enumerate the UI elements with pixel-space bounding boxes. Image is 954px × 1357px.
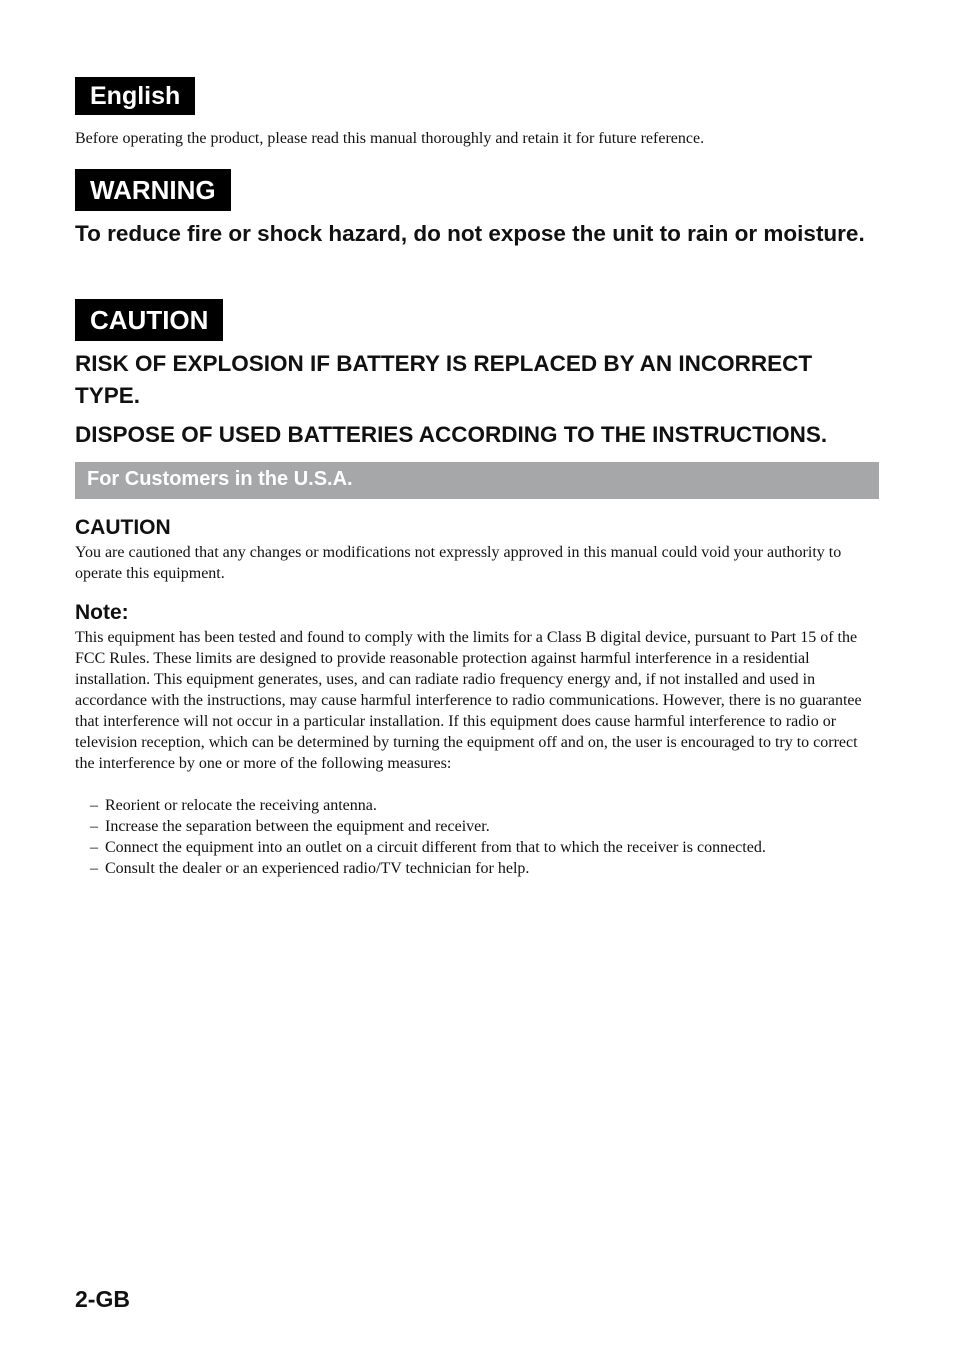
dash-bullet: – (90, 839, 98, 856)
usa-caution-text: You are cautioned that any changes or modifications not expressly approved in this manual could void your authority to operate this equipment. (75, 544, 842, 582)
usa-caution-heading: CAUTION (75, 516, 171, 539)
warning-text: To reduce fire or shock hazard, do not expose the unit to rain or moisture. (75, 221, 865, 246)
caution-heading: CAUTION (75, 299, 223, 341)
list-item: – Reorient or relocate the receiving antenna. (90, 797, 377, 814)
list-item: – Increase the separation between the equipment and receiver. (90, 818, 490, 835)
list-item: – Consult the dealer or an experienced radio/TV technician for help. (90, 860, 530, 877)
dash-bullet: – (90, 797, 98, 814)
dash-bullet: – (90, 860, 98, 877)
intro-text: Before operating the product, please read this manual thoroughly and retain it for future reference. (75, 130, 705, 147)
dash-bullet: – (90, 818, 98, 835)
warning-heading: WARNING (75, 169, 231, 211)
page-number: 2-GB (75, 1286, 130, 1312)
caution-dispose-text: DISPOSE OF USED BATTERIES ACCORDING TO THE INSTRUCTIONS. (75, 422, 828, 447)
note-heading: Note: (75, 601, 129, 624)
note-text: This equipment has been tested and found to comply with the limits for a Class B digital device, pursuant to Part 15 of the FCC Rules. These limits are designed to provide reasonable protection against harmful interference in a residential installation. This equipment generates, uses, and can radiate radio frequency energy and, if not installed and used in accordance with the instructions, may cause harmful interference to radio communications. However, there is no guarantee that interference will not occur in a particular installation. If this equipment does cause harmful interference to radio or television reception, which can be determined by turning the equipment off and on, the user is encouraged to try to correct the interference by one or more of the following measures: (75, 629, 862, 772)
measures-list (90, 795, 890, 879)
usa-section-header: For Customers in the U.S.A. (75, 462, 879, 499)
language-label: English (75, 77, 195, 115)
list-item: – Connect the equipment into an outlet on a circuit different from that to which the receiver is connected. (90, 839, 766, 856)
caution-battery-text: RISK OF EXPLOSION IF BATTERY IS REPLACED BY AN INCORRECT TYPE. (75, 351, 813, 408)
